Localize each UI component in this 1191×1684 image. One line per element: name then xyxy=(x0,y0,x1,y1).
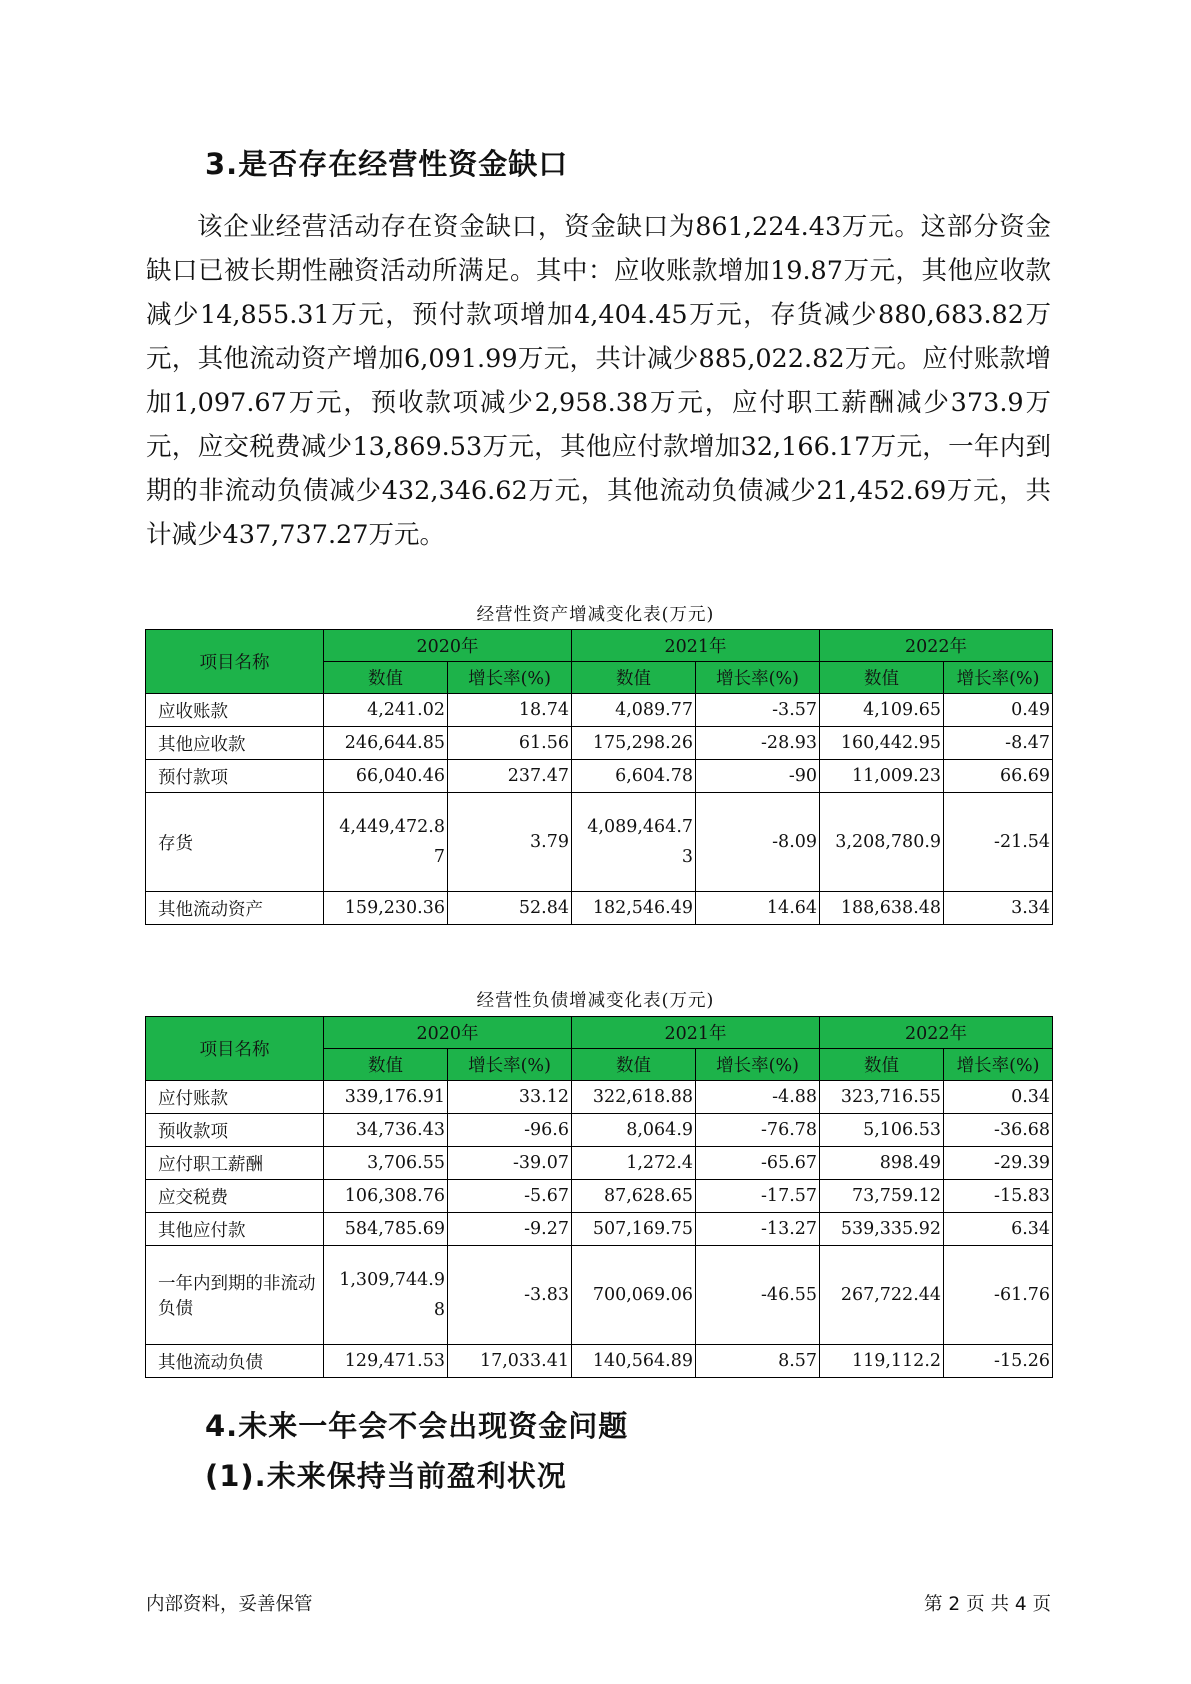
cell-value: 339,176.91 xyxy=(324,1081,448,1114)
cell-growth: 66.69 xyxy=(944,760,1053,793)
footer-confidential-note: 内部资料，妥善保管 xyxy=(146,1594,313,1615)
cell-value: 539,335.92 xyxy=(820,1213,944,1246)
cell-growth: 33.12 xyxy=(448,1081,572,1114)
cell-growth: -5.67 xyxy=(448,1180,572,1213)
table-row xyxy=(146,793,1053,892)
cell-growth: -9.27 xyxy=(448,1213,572,1246)
table-row xyxy=(146,1246,1053,1345)
row-name: 应付职工薪酬 xyxy=(146,1147,324,1180)
row-name: 存货 xyxy=(146,793,324,892)
header-growth-rate: 增长率(%) xyxy=(944,1049,1053,1081)
header-value: 数值 xyxy=(572,662,696,694)
cell-value: 129,471.53 xyxy=(324,1345,448,1378)
header-value: 数值 xyxy=(572,1049,696,1081)
table-row xyxy=(146,1345,1053,1378)
cell-value: 66,040.46 xyxy=(324,760,448,793)
cell-value: 246,644.85 xyxy=(324,727,448,760)
header-value: 数值 xyxy=(324,1049,448,1081)
header-value: 数值 xyxy=(820,662,944,694)
cell-value: 11,009.23 xyxy=(820,760,944,793)
header-item-name: 项目名称 xyxy=(146,1017,324,1081)
cell-growth: 3.79 xyxy=(448,793,572,892)
cell-growth: -13.27 xyxy=(696,1213,820,1246)
cell-value: 4,449,472.87 xyxy=(324,793,448,892)
header-value: 数值 xyxy=(820,1049,944,1081)
cell-growth: 61.56 xyxy=(448,727,572,760)
cell-growth: -65.67 xyxy=(696,1147,820,1180)
cell-value: 4,109.65 xyxy=(820,694,944,727)
cell-growth: 0.49 xyxy=(944,694,1053,727)
cell-growth: -29.39 xyxy=(944,1147,1053,1180)
cell-value: 898.49 xyxy=(820,1147,944,1180)
row-name: 一年内到期的非流动负债 xyxy=(146,1246,324,1345)
cell-value: 160,442.95 xyxy=(820,727,944,760)
cell-value: 3,208,780.9 xyxy=(820,793,944,892)
cell-growth: -90 xyxy=(696,760,820,793)
cell-growth: -36.68 xyxy=(944,1114,1053,1147)
cell-growth: -4.88 xyxy=(696,1081,820,1114)
cell-value: 73,759.12 xyxy=(820,1180,944,1213)
cell-value: 267,722.44 xyxy=(820,1246,944,1345)
cell-growth: -61.76 xyxy=(944,1246,1053,1345)
cell-value: 34,736.43 xyxy=(324,1114,448,1147)
row-name: 应收账款 xyxy=(146,694,324,727)
header-year: 2020年 xyxy=(324,630,572,662)
cell-growth: -8.09 xyxy=(696,793,820,892)
row-name: 预收款项 xyxy=(146,1114,324,1147)
cell-value: 4,089,464.73 xyxy=(572,793,696,892)
header-growth-rate: 增长率(%) xyxy=(448,1049,572,1081)
row-name: 预付款项 xyxy=(146,760,324,793)
cell-growth: -28.93 xyxy=(696,727,820,760)
cell-growth: 14.64 xyxy=(696,892,820,925)
header-year: 2022年 xyxy=(820,1017,1053,1049)
cell-growth: 52.84 xyxy=(448,892,572,925)
cell-growth: 0.34 xyxy=(944,1081,1053,1114)
cell-value: 700,069.06 xyxy=(572,1246,696,1345)
liabilities-table-caption: 经营性负债增减变化表(万元) xyxy=(476,991,715,1011)
cell-value: 323,716.55 xyxy=(820,1081,944,1114)
cell-value: 175,298.26 xyxy=(572,727,696,760)
cell-growth: 18.74 xyxy=(448,694,572,727)
section-4-title: 4.未来一年会不会出现资金问题 xyxy=(205,1409,629,1443)
header-growth-rate: 增长率(%) xyxy=(944,662,1053,694)
cell-value: 6,604.78 xyxy=(572,760,696,793)
section-4-subtitle: (1).未来保持当前盈利状况 xyxy=(205,1459,567,1493)
header-value: 数值 xyxy=(324,662,448,694)
cell-growth: -8.47 xyxy=(944,727,1053,760)
cell-value: 1,272.4 xyxy=(572,1147,696,1180)
row-name: 应交税费 xyxy=(146,1180,324,1213)
cell-growth: 6.34 xyxy=(944,1213,1053,1246)
cell-growth: 3.34 xyxy=(944,892,1053,925)
cell-growth: -17.57 xyxy=(696,1180,820,1213)
header-growth-rate: 增长率(%) xyxy=(448,662,572,694)
table-row xyxy=(146,1114,1053,1147)
cell-value: 8,064.9 xyxy=(572,1114,696,1147)
cell-growth: 237.47 xyxy=(448,760,572,793)
cell-growth: -46.55 xyxy=(696,1246,820,1345)
cell-value: 584,785.69 xyxy=(324,1213,448,1246)
cell-growth: -15.83 xyxy=(944,1180,1053,1213)
table-row xyxy=(146,727,1053,760)
cell-value: 1,309,744.98 xyxy=(324,1246,448,1345)
table-row xyxy=(146,1081,1053,1114)
cell-value: 182,546.49 xyxy=(572,892,696,925)
cell-growth: -76.78 xyxy=(696,1114,820,1147)
cell-value: 3,706.55 xyxy=(324,1147,448,1180)
cell-value: 119,112.2 xyxy=(820,1345,944,1378)
row-name: 其他应付款 xyxy=(146,1213,324,1246)
cell-growth: -3.83 xyxy=(448,1246,572,1345)
header-growth-rate: 增长率(%) xyxy=(696,1049,820,1081)
header-item-name: 项目名称 xyxy=(146,630,324,694)
cell-growth: -21.54 xyxy=(944,793,1053,892)
cell-growth: -39.07 xyxy=(448,1147,572,1180)
header-year: 2022年 xyxy=(820,630,1053,662)
table-row xyxy=(146,694,1053,727)
cell-value: 4,241.02 xyxy=(324,694,448,727)
cell-value: 140,564.89 xyxy=(572,1345,696,1378)
footer-page-number: 第 2 页 共 4 页 xyxy=(924,1594,1051,1615)
row-name: 其他流动资产 xyxy=(146,892,324,925)
cell-value: 188,638.48 xyxy=(820,892,944,925)
header-year: 2020年 xyxy=(324,1017,572,1049)
cell-value: 106,308.76 xyxy=(324,1180,448,1213)
cell-value: 4,089.77 xyxy=(572,694,696,727)
row-name: 其他应收款 xyxy=(146,727,324,760)
section-3-paragraph: 该企业经营活动存在资金缺口，资金缺口为861,224.43万元。这部分资金缺口已被长期性融资活动所满足。其中：应收账款增加19.87万元，其他应收款减少14,855.31万元，预付款项增加4,404.45万元，存货减少880,683.82万元，其他流动资产增加6,091.99万元，共计减少885,022.82万元。应付账款增加1,097.67万元，预收款项减少2,958.38万元，应付职工薪酬减少373.9万元，应交税费减少13,869.53万元，其他应付款增加32,166.17万元，一年内到期的非流动负债减少432,346.62万元，其他流动负债减少21,452.69万元，共计减少437,737.27万元。 xyxy=(146,212,1051,550)
table-row xyxy=(146,1180,1053,1213)
cell-value: 507,169.75 xyxy=(572,1213,696,1246)
assets-table xyxy=(145,629,1053,925)
cell-value: 322,618.88 xyxy=(572,1081,696,1114)
cell-value: 5,106.53 xyxy=(820,1114,944,1147)
cell-value: 87,628.65 xyxy=(572,1180,696,1213)
table-row xyxy=(146,760,1053,793)
table-row xyxy=(146,1213,1053,1246)
cell-growth: -96.6 xyxy=(448,1114,572,1147)
cell-growth: -3.57 xyxy=(696,694,820,727)
cell-value: 159,230.36 xyxy=(324,892,448,925)
cell-growth: -15.26 xyxy=(944,1345,1053,1378)
row-name: 应付账款 xyxy=(146,1081,324,1114)
header-year: 2021年 xyxy=(572,1017,820,1049)
section-3-title: 3.是否存在经营性资金缺口 xyxy=(205,147,569,181)
header-year: 2021年 xyxy=(572,630,820,662)
table-row xyxy=(146,1147,1053,1180)
table-row xyxy=(146,892,1053,925)
cell-growth: 17,033.41 xyxy=(448,1345,572,1378)
header-growth-rate: 增长率(%) xyxy=(696,662,820,694)
assets-table-caption: 经营性资产增减变化表(万元) xyxy=(476,605,715,625)
row-name: 其他流动负债 xyxy=(146,1345,324,1378)
liabilities-table xyxy=(145,1016,1053,1378)
cell-growth: 8.57 xyxy=(696,1345,820,1378)
